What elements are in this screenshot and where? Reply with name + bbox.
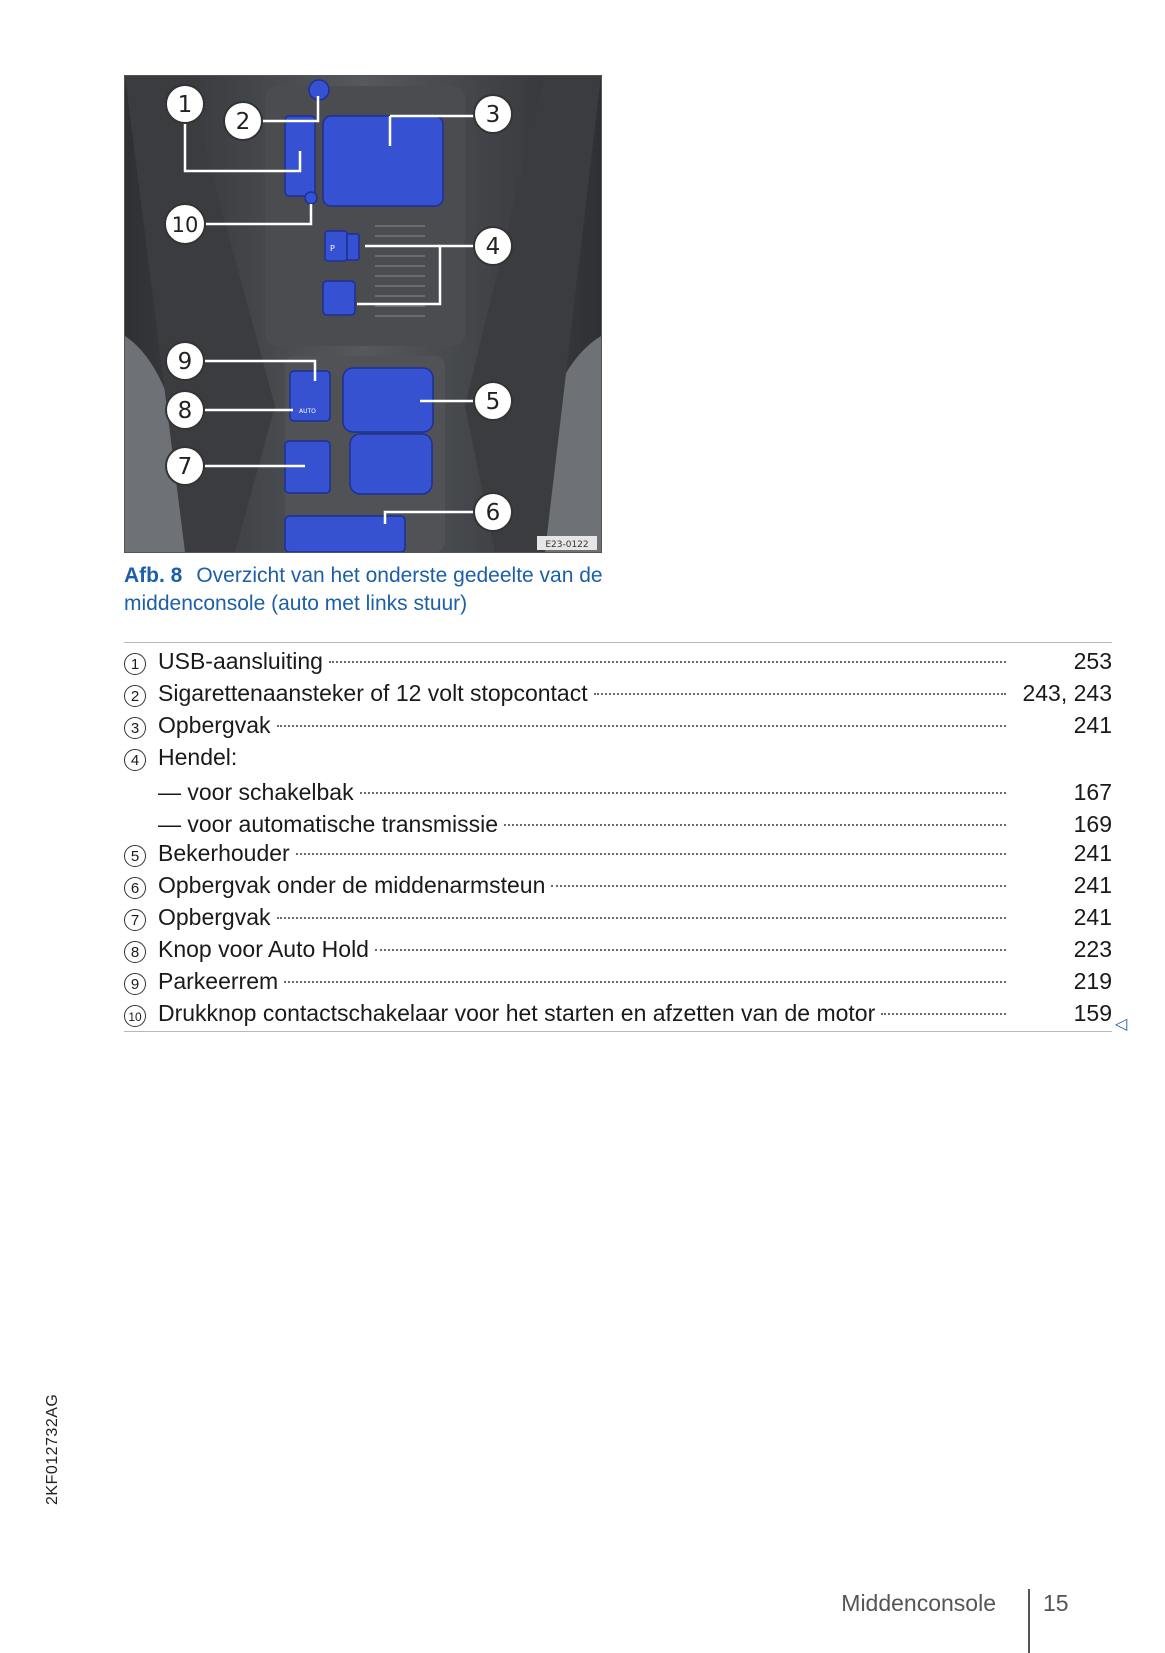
svg-text:6: 6 <box>485 500 501 526</box>
svg-text:4: 4 <box>485 234 501 260</box>
dot-leader <box>360 792 1006 794</box>
dot-leader <box>296 853 1006 855</box>
legend-number: 10 <box>124 1005 146 1027</box>
legend-number: 5 <box>124 845 146 867</box>
svg-text:9: 9 <box>177 349 193 375</box>
callout-7 <box>166 447 204 485</box>
page-ref-link[interactable]: 159 <box>1073 1000 1112 1026</box>
legend-label: Opbergvak <box>158 712 271 738</box>
svg-text:5: 5 <box>485 389 501 415</box>
legend-number: 2 <box>124 685 146 707</box>
auto-hold-mini-label: AUTO <box>299 408 316 415</box>
legend-label: Drukknop contactschakelaar voor het starten en afzetten van de motor <box>158 1000 876 1026</box>
legend-row <box>124 901 1112 933</box>
legend-label: Hendel: <box>158 744 238 770</box>
legend-row <box>124 997 1112 1029</box>
legend-subrow <box>124 805 1112 837</box>
figure-caption-text: Overzicht van het onderste gedeelte van de middenconsole (auto met links stuur) <box>124 564 603 615</box>
svg-text:10: 10 <box>171 213 199 237</box>
dot-leader <box>329 661 1006 663</box>
legend-row <box>124 741 1112 773</box>
center-console-figure <box>124 75 602 553</box>
page-ref-link[interactable]: 223 <box>1073 936 1112 962</box>
page-ref-link[interactable]: 167 <box>1073 779 1112 805</box>
callout-3 <box>474 95 512 133</box>
callout-1 <box>166 85 204 123</box>
figure-caption <box>124 562 644 618</box>
callout-2 <box>224 102 262 140</box>
legend-row <box>124 645 1112 677</box>
legend-number: 6 <box>124 877 146 899</box>
callout-8 <box>166 391 204 429</box>
section-end-icon: ◁ <box>1115 1016 1128 1033</box>
footer-page-number: 15 <box>1043 1590 1069 1616</box>
legend-row <box>124 965 1112 997</box>
callout-10 <box>165 204 205 244</box>
legend-label: Bekerhouder <box>158 840 290 866</box>
document-code: 2KF012732AG <box>44 1393 61 1505</box>
page-ref-link[interactable]: 243, 243 <box>1022 680 1112 706</box>
legend-label: Opbergvak <box>158 904 271 930</box>
page-ref-link[interactable]: 169 <box>1073 811 1112 837</box>
legend-label: Opbergvak onder de middenarmsteun <box>158 872 546 898</box>
legend-number: 8 <box>124 941 146 963</box>
legend-label: Parkeerrem <box>158 968 279 994</box>
svg-text:8: 8 <box>177 398 193 424</box>
legend-row <box>124 709 1112 741</box>
p-mini-label: P <box>330 244 335 253</box>
svg-text:1: 1 <box>177 92 193 118</box>
dot-leader <box>284 981 1006 983</box>
legend-number: 4 <box>124 749 146 771</box>
footer-divider <box>1028 1589 1030 1653</box>
legend-number: 3 <box>124 717 146 739</box>
page-ref-link[interactable]: 241 <box>1073 712 1112 738</box>
dot-leader <box>551 885 1006 887</box>
svg-text:7: 7 <box>177 454 193 480</box>
page-ref-link[interactable]: 241 <box>1073 872 1112 898</box>
dot-leader <box>594 693 1006 695</box>
legend-number: 1 <box>124 653 146 675</box>
dot-leader <box>881 1013 1006 1015</box>
legend-label: Knop voor Auto Hold <box>158 936 369 962</box>
svg-text:2: 2 <box>235 109 251 135</box>
dot-leader <box>504 824 1006 826</box>
svg-text:3: 3 <box>485 102 501 128</box>
legend-table <box>124 642 1112 1032</box>
legend-row <box>124 933 1112 965</box>
footer-section-title: Middenconsole <box>841 1590 996 1616</box>
dot-leader <box>375 949 1006 951</box>
image-code: E23-0122 <box>545 540 589 550</box>
callout-5 <box>474 382 512 420</box>
callout-9 <box>166 342 204 380</box>
legend-label: — voor schakelbak <box>158 779 354 805</box>
page-ref-link[interactable]: 241 <box>1073 840 1112 866</box>
center-console-illustration <box>125 76 601 552</box>
legend-number: 7 <box>124 909 146 931</box>
page-ref-link[interactable]: 219 <box>1073 968 1112 994</box>
legend-row <box>124 869 1112 901</box>
legend-label: — voor automatische transmissie <box>158 811 499 837</box>
legend-row <box>124 677 1112 709</box>
dot-leader <box>277 725 1006 727</box>
dot-leader <box>277 917 1006 919</box>
page-ref-link[interactable]: 241 <box>1073 904 1112 930</box>
legend-subrow <box>124 773 1112 805</box>
page-ref-link[interactable]: 253 <box>1073 648 1112 674</box>
legend-row <box>124 837 1112 869</box>
figure-number: Afb. 8 <box>124 564 183 587</box>
legend-label: Sigarettenaansteker of 12 volt stopcontact <box>158 680 588 706</box>
callout-6 <box>474 493 512 531</box>
legend-label: USB-aansluiting <box>158 648 323 674</box>
callout-4 <box>474 227 512 265</box>
legend-number: 9 <box>124 973 146 995</box>
